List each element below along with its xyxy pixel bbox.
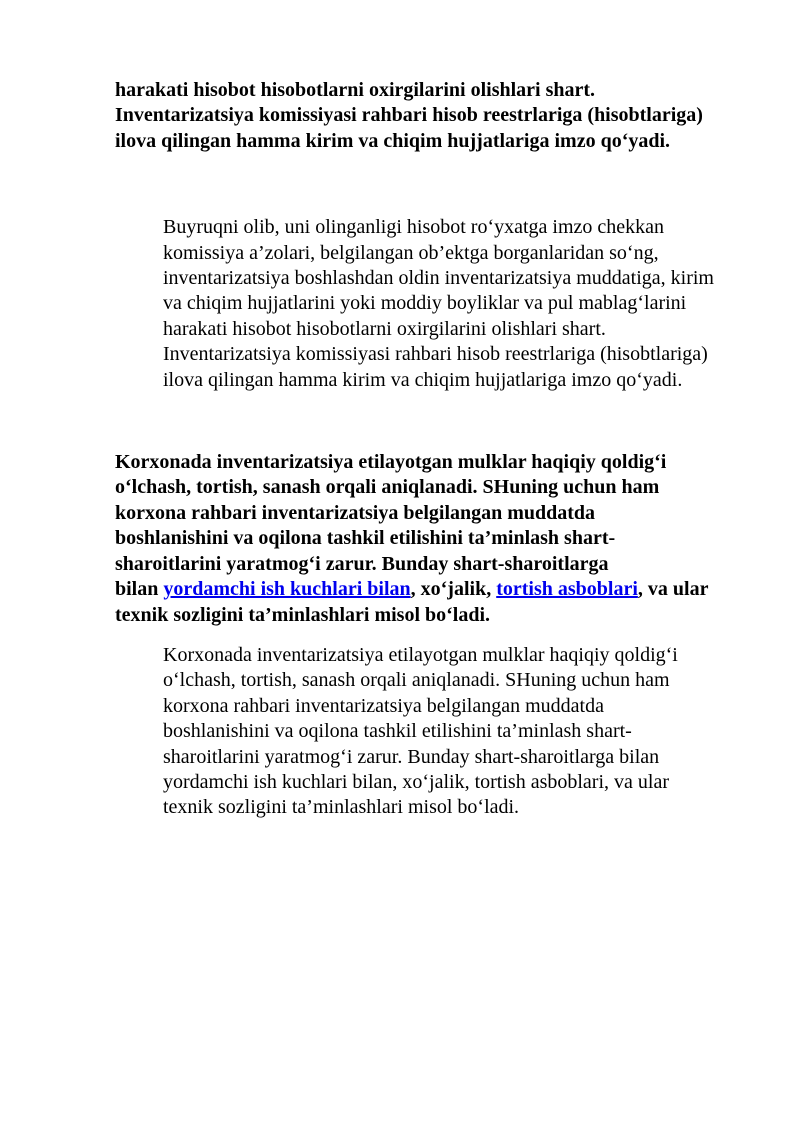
text-segment: sharoitlarini yaratmog‘i zarur. Bunday shart-sharoitlarga bilan [163, 745, 660, 768]
text-line [115, 450, 765, 475]
text-line [163, 368, 765, 393]
text-segment: Korxonada inventarizatsiya etilayotgan mulklar haqiqiy qoldig‘i [115, 451, 667, 474]
text-line [163, 241, 765, 266]
link-tortish-asboblari[interactable]: tortish asboblari [496, 578, 638, 601]
text-line [163, 317, 765, 342]
text-segment: korxona rahbari inventarizatsiya belgilangan muddatda [115, 501, 596, 524]
text-segment: ilova qilingan hamma kirim va chiqim hujjatlariga imzo qo‘yadi. [163, 368, 683, 391]
text-segment: o‘lchash, tortish, sanash orqali aniqlanadi. SHuning uchun ham [115, 476, 660, 499]
bold-paragraph-with-links [115, 450, 765, 628]
text-segment: Inventarizatsiya komissiyasi rahbari hisob reestrlariga (hisobtlariga) [163, 343, 708, 366]
text-line [115, 603, 765, 628]
indented-paragraph-2 [163, 643, 765, 821]
text-segment: bilan [115, 578, 164, 601]
text-line [163, 719, 765, 744]
text-line [115, 129, 765, 154]
text-segment: , xo‘jalik, [410, 578, 497, 601]
text-segment: Korxonada inventarizatsiya etilayotgan mulklar haqiqiy qoldig‘i [163, 643, 678, 666]
text-line [115, 526, 765, 551]
text-segment: boshlanishini va oqilona tashkil etilishini ta’minlash shart- [115, 527, 616, 550]
text-segment: boshlanishini va oqilona tashkil etilishini ta’minlash shart- [163, 720, 632, 743]
text-segment: ilova qilingan hamma kirim va chiqim hujjatlariga imzo qo‘yadi. [115, 129, 671, 152]
text-line [115, 103, 765, 128]
text-segment: texnik sozligini ta’minlashlari misol bo‘ladi. [115, 603, 491, 626]
text-line [163, 694, 765, 719]
text-line [163, 643, 765, 668]
text-line [163, 795, 765, 820]
text-line [115, 475, 765, 500]
text-line [115, 78, 765, 103]
text-segment: inventarizatsiya boshlashdan oldin inventarizatsiya muddatiga, kirim [163, 267, 714, 290]
text-line [163, 745, 765, 770]
text-segment: komissiya a’zolari, belgilangan ob’ektga borganlaridan so‘ng, [163, 241, 659, 264]
text-segment: Buyruqni olib, uni olinganligi hisobot ro‘yxatga imzo chekkan [163, 216, 665, 239]
text-segment: texnik sozligini ta’minlashlari misol bo‘ladi. [163, 796, 520, 819]
text-line [163, 668, 765, 693]
text-segment: korxona rahbari inventarizatsiya belgilangan muddatda [163, 694, 604, 717]
text-line [163, 266, 765, 291]
text-line [163, 342, 765, 367]
text-segment: harakati hisobot hisobotlarni oxirgilarini olishlari shart. [163, 317, 606, 340]
text-line [163, 215, 765, 240]
text-segment: harakati hisobot hisobotlarni oxirgilarini olishlari shart. [115, 79, 596, 101]
text-segment: sharoitlarini yaratmog‘i zarur. Bunday shart-sharoitlarga [115, 552, 609, 575]
link-yordamchi-ish-kuchlari[interactable]: yordamchi ish kuchlari bilan [163, 578, 411, 601]
text-segment: yordamchi ish kuchlari bilan, xo‘jalik, tortish asboblari, va ular [163, 770, 669, 793]
text-segment: Inventarizatsiya komissiyasi rahbari hisob reestrlariga (hisobtlariga) [115, 104, 703, 127]
text-segment: o‘lchash, tortish, sanash orqali aniqlanadi. SHuning uchun ham [163, 669, 670, 692]
text-line [115, 552, 765, 577]
text-segment: , va ular [637, 578, 709, 601]
bold-paragraph-top [115, 78, 765, 154]
indented-paragraph-1 [163, 215, 765, 393]
text-line [163, 291, 765, 316]
text-line [115, 501, 765, 526]
text-line [163, 770, 765, 795]
text-segment: va chiqim hujjatlarini yoki moddiy boyliklar va pul mablag‘larini [163, 292, 687, 315]
text-line [115, 577, 765, 602]
